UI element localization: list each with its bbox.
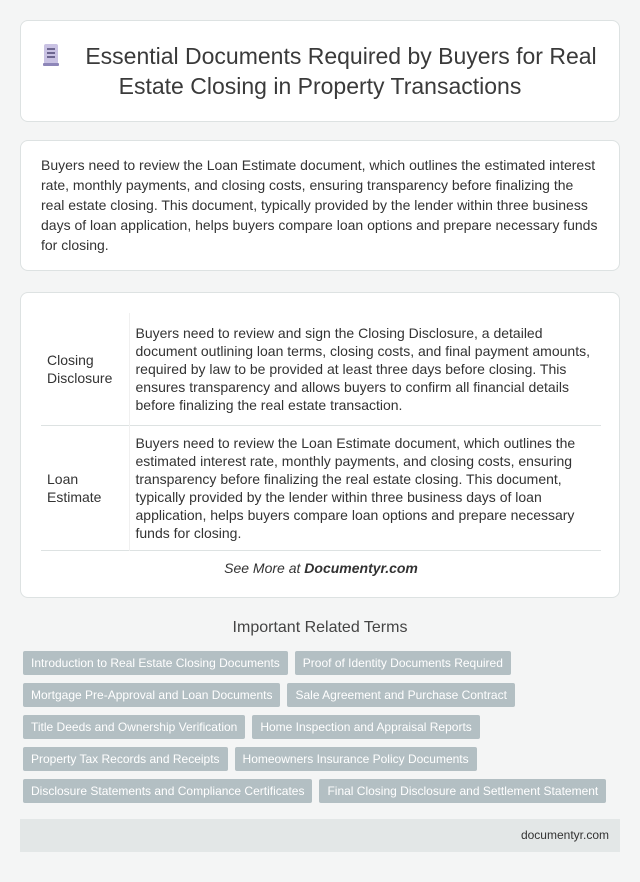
document-icon xyxy=(43,44,59,66)
intro-card xyxy=(20,140,620,271)
see-more-prefix: See More at xyxy=(224,560,305,576)
table-row xyxy=(41,313,601,425)
see-more[interactable] xyxy=(21,560,621,576)
documents-card xyxy=(20,292,620,598)
tag-row xyxy=(23,715,623,739)
term-cell: Closing Disclosure xyxy=(41,313,129,425)
documents-table xyxy=(41,313,601,551)
term-cell: Loan Estimate xyxy=(41,425,129,550)
tag-row xyxy=(23,779,623,803)
tag-row xyxy=(23,683,623,707)
tag[interactable]: Sale Agreement and Purchase Contract xyxy=(287,683,514,707)
tag[interactable]: Property Tax Records and Receipts xyxy=(23,747,228,771)
related-terms-tags xyxy=(23,651,623,811)
description-cell: Buyers need to review and sign the Closing Disclosure, a detailed document outlining loan terms, closing costs, and final payment amounts, required by law to be provided at least three days before closing. This ensures transparency and allows buyers to confirm all financial details before finalizing the real estate transaction. xyxy=(135,324,590,413)
tag[interactable]: Proof of Identity Documents Required xyxy=(295,651,511,675)
tag[interactable]: Disclosure Statements and Compliance Certificates xyxy=(23,779,312,803)
footer-site[interactable]: documentyr.com xyxy=(520,828,609,842)
table-row xyxy=(41,425,601,550)
description-cell: Buyers need to review the Loan Estimate document, which outlines the estimated interest rate, monthly payments, and closing costs, ensuring transparency before finalizing the real estate closing. This document, typically provided by the lender within three business days of loan application, helps buyers compare loan options and prepare necessary funds for closing. xyxy=(135,434,576,541)
page-title: Essential Documents Required by Buyers for Real Estate Closing in Property Transactions xyxy=(85,43,597,99)
tag[interactable]: Introduction to Real Estate Closing Documents xyxy=(23,651,288,675)
tag-row xyxy=(23,747,623,771)
tag[interactable]: Homeowners Insurance Policy Documents xyxy=(235,747,477,771)
tag-row xyxy=(23,651,623,675)
tag[interactable]: Title Deeds and Ownership Verification xyxy=(23,715,245,739)
intro-paragraph: Buyers need to review the Loan Estimate document, which outlines the estimated interest rate, monthly payments, and closing costs, ensuring transparency before finalizing the real estate closing. This document, typically provided by the lender within three business days of loan application, helps buyers compare loan options and prepare necessary funds for closing. xyxy=(41,157,598,253)
related-terms-title: Important Related Terms xyxy=(232,619,408,636)
tag[interactable]: Mortgage Pre-Approval and Loan Documents xyxy=(23,683,280,707)
footer xyxy=(20,819,620,852)
page-title-wrap xyxy=(21,41,619,101)
see-more-link[interactable]: Documentyr.com xyxy=(304,560,418,576)
title-card xyxy=(20,20,620,122)
tag[interactable]: Final Closing Disclosure and Settlement Statement xyxy=(319,779,606,803)
tag[interactable]: Home Inspection and Appraisal Reports xyxy=(252,715,479,739)
